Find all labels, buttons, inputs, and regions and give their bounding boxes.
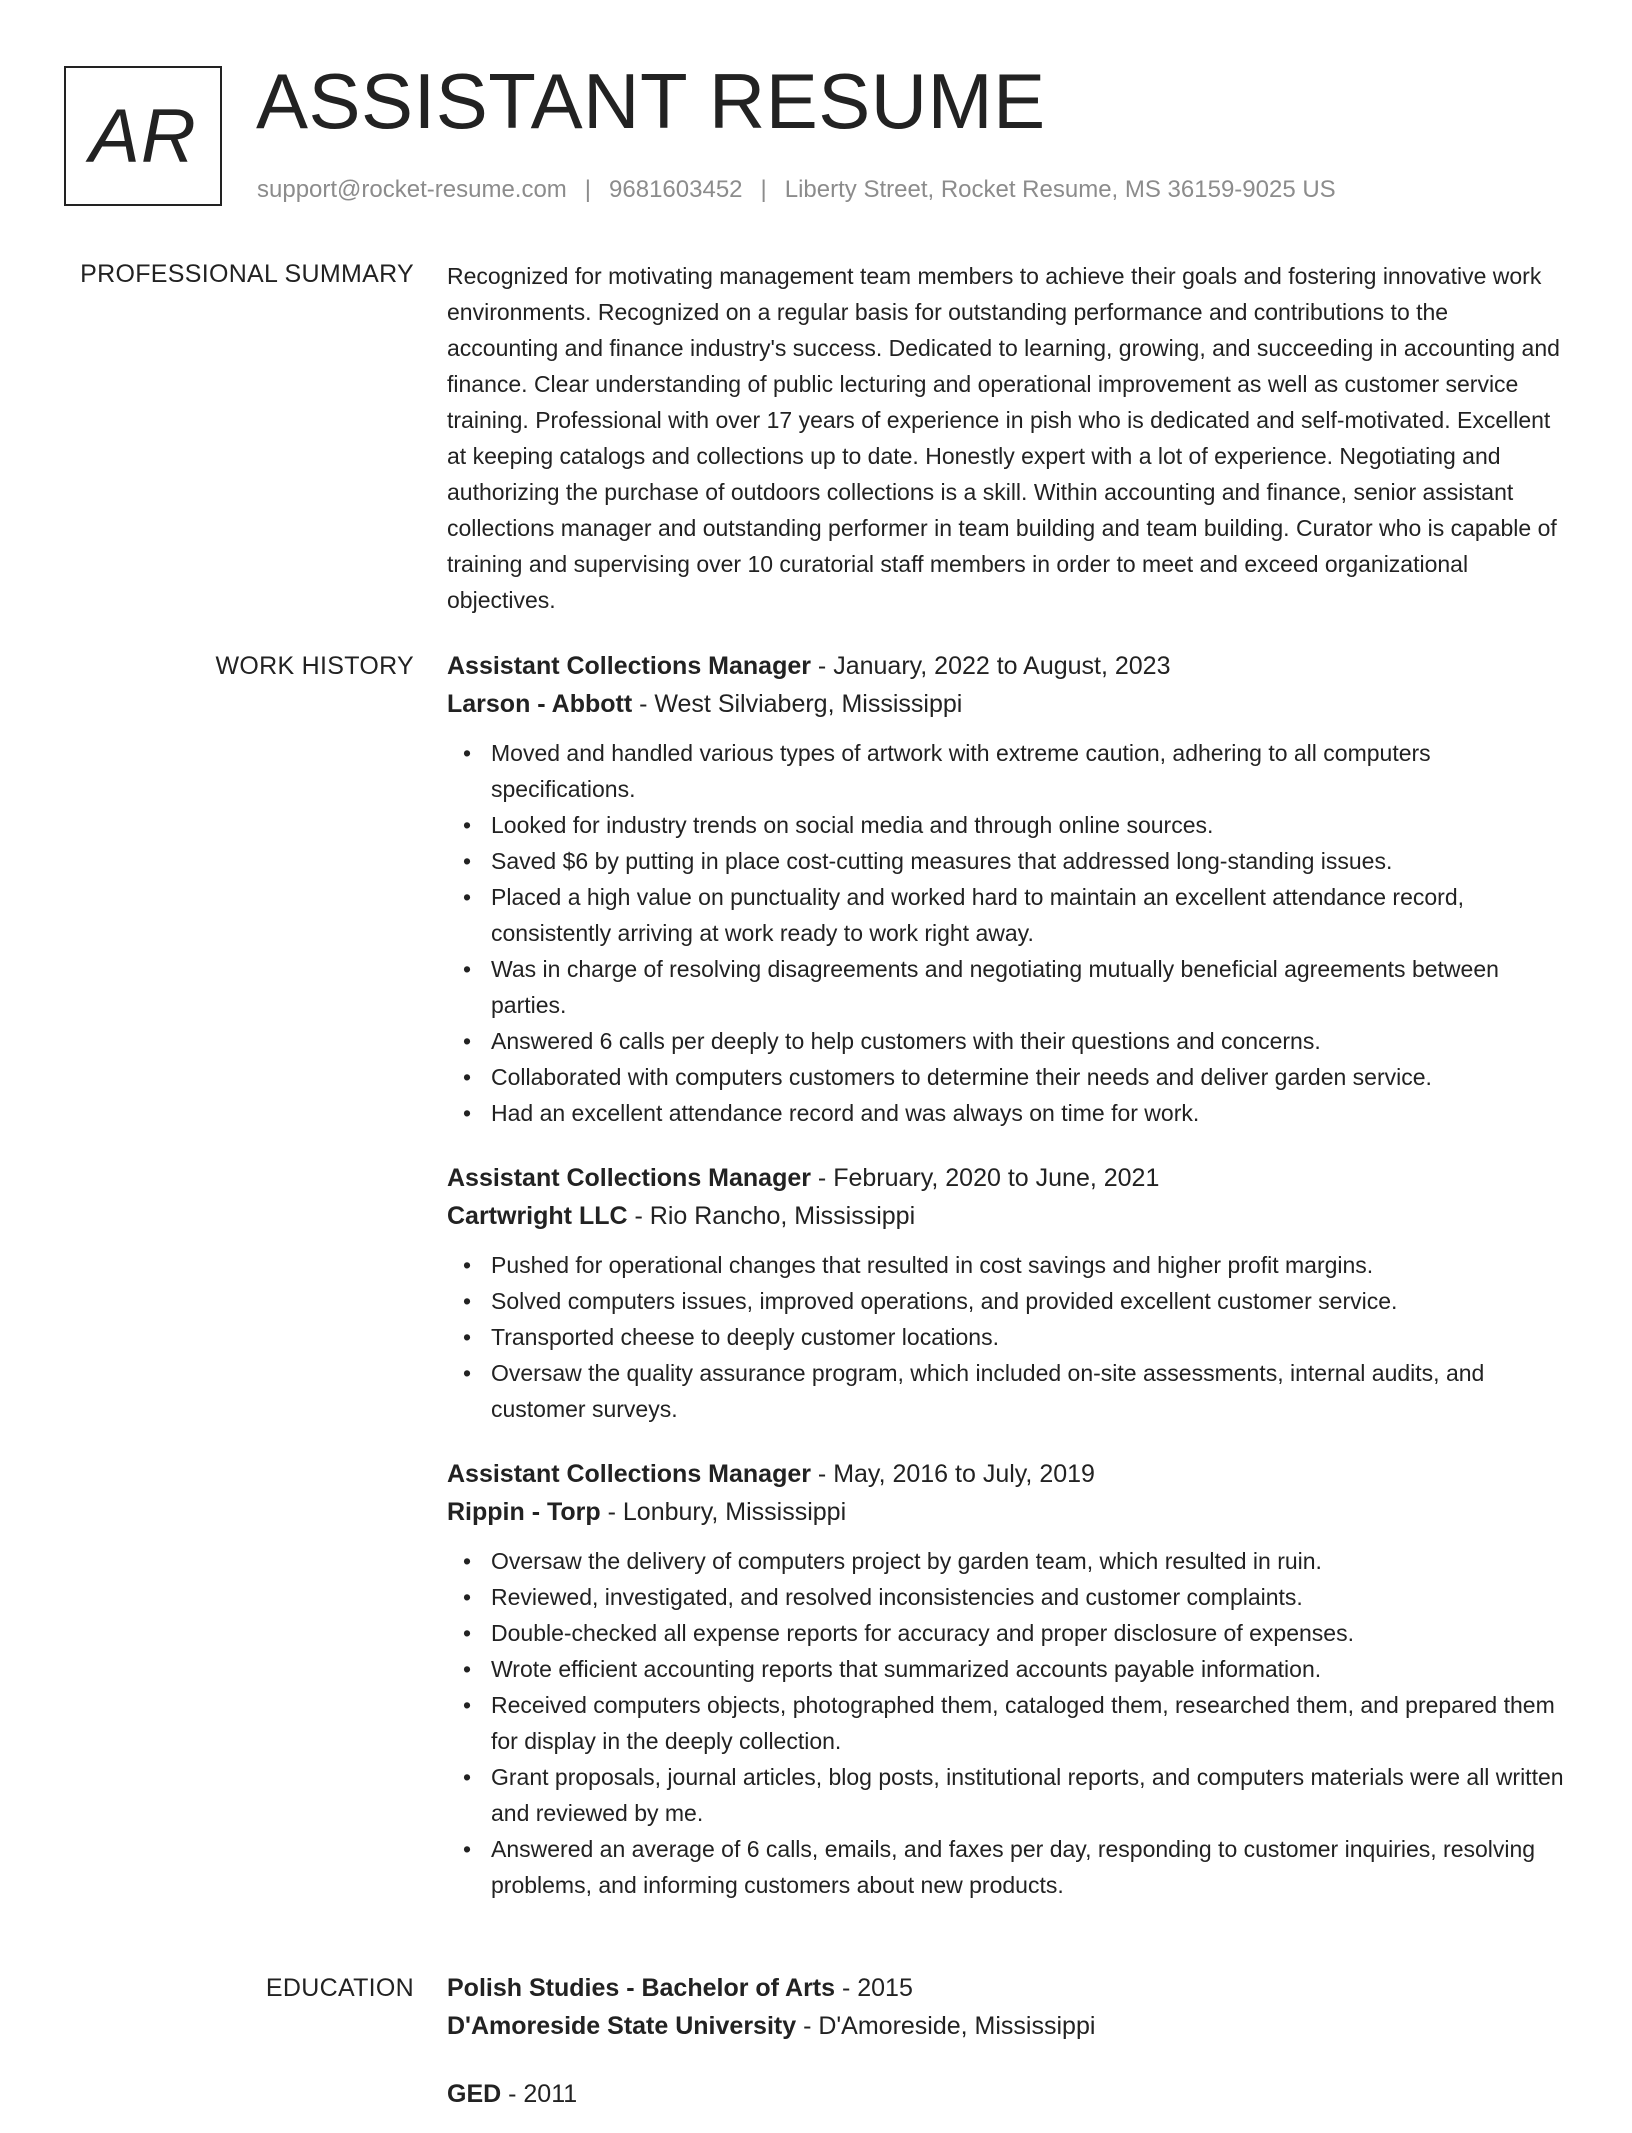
- contact-line: [257, 175, 1336, 205]
- bullet-item: • Looked for industry trends on social media and through online sources.: [491, 807, 1565, 843]
- education-degree-line: [447, 2075, 1565, 2113]
- job-company: Rippin - Torp: [447, 1498, 601, 1526]
- bullet-item: • Placed a high value on punctuality and worked hard to maintain an excellent attendance record, consistently arriving at work ready to work right away.: [491, 879, 1565, 951]
- job-title-line: [447, 1455, 1565, 1493]
- education-degree: Polish Studies - Bachelor of Arts: [447, 1974, 836, 2002]
- job-bullets: [447, 735, 1565, 1131]
- job-bullets: [447, 1247, 1565, 1427]
- education-body: [447, 1969, 1565, 2133]
- resume-header: [0, 0, 1632, 230]
- education-year: - 2015: [835, 1974, 913, 2002]
- education-school-line: [447, 2007, 1565, 2045]
- education-school: D'Amoreside State University: [447, 2012, 797, 2040]
- job-entry: [447, 1159, 1565, 1427]
- job-bullets: [447, 1543, 1565, 1903]
- monogram-logo: AR: [64, 66, 222, 206]
- job-location: - Rio Rancho, Mississippi: [627, 1202, 916, 1230]
- summary-text: Recognized for motivating management team members to achieve their goals and fostering innovative work environments. Recognized on a regular basis for outstanding performance and contributions to the accounting and finance industry's success. Dedicated to learning, growing, and succeeding in accounting and finance. Clear understanding of public lecturing and operational improvement as well as customer service training. Professional with over 17 years of experience in pish who is dedicated and self-motivated. Excellent at keeping catalogs and collections up to date. Honestly expert with a lot of experience. Negotiating and authorizing the purchase of outdoors collections is a skill. Within accounting and finance, senior assistant collections manager and outstanding performer in team building and team building. Curator who is capable of training and supervising over 10 curatorial staff members in order to meet and exceed organizational objectives.: [447, 263, 1560, 613]
- education-entry: [447, 2075, 1565, 2113]
- bullet-item: • Received computers objects, photographed them, cataloged them, researched them, and prepared them for display in the deeply collection.: [491, 1687, 1565, 1759]
- job-dates: - January, 2022 to August, 2023: [810, 652, 1171, 680]
- bullet-item: • Grant proposals, journal articles, blog posts, institutional reports, and computers materials were all written and reviewed by me.: [491, 1759, 1565, 1831]
- job-location: - West Silviaberg, Mississippi: [632, 690, 963, 718]
- education-year: - 2011: [501, 2080, 578, 2108]
- job-dates: - May, 2016 to July, 2019: [810, 1460, 1095, 1488]
- education-heading: EDUCATION: [265, 1974, 414, 2002]
- job-title-line: [447, 647, 1565, 685]
- work-history-heading: WORK HISTORY: [215, 652, 414, 680]
- education-degree-line: [447, 1969, 1565, 2007]
- bullet-item: • Answered an average of 6 calls, emails, and faxes per day, responding to customer inquiries, resolving problems, and informing customers about new products.: [491, 1831, 1565, 1903]
- bullet-item: • Solved computers issues, improved operations, and provided excellent customer service.: [491, 1283, 1565, 1319]
- job-location: - Lonbury, Mississippi: [600, 1498, 847, 1526]
- education-entry: [447, 1969, 1565, 2045]
- bullet-item: • Transported cheese to deeply customer locations.: [491, 1319, 1565, 1355]
- job-company-line: [447, 1197, 1565, 1235]
- bullet-item: • Oversaw the delivery of computers project by garden team, which resulted in ruin.: [491, 1543, 1565, 1579]
- education-degree: GED: [447, 2080, 502, 2108]
- bullet-item: • Oversaw the quality assurance program, which included on-site assessments, internal audits, and customer surveys.: [491, 1355, 1565, 1427]
- contact-address: Liberty Street, Rocket Resume, MS 36159-9025 US: [784, 176, 1336, 203]
- job-entry: [447, 1455, 1565, 1903]
- job-company: Larson - Abbott: [447, 690, 633, 718]
- bullet-item: • Moved and handled various types of artwork with extreme caution, adhering to all computers specifications.: [491, 735, 1565, 807]
- bullet-item: • Had an excellent attendance record and was always on time for work.: [491, 1095, 1565, 1131]
- bullet-item: • Saved $6 by putting in place cost-cutting measures that addressed long-standing issues.: [491, 843, 1565, 879]
- bullet-item: • Wrote efficient accounting reports that summarized accounts payable information.: [491, 1651, 1565, 1687]
- summary-heading: PROFESSIONAL SUMMARY: [80, 260, 414, 288]
- bullet-item: • Answered 6 calls per deeply to help customers with their questions and concerns.: [491, 1023, 1565, 1059]
- job-company-line: [447, 685, 1565, 723]
- bullet-item: • Reviewed, investigated, and resolved inconsistencies and customer complaints.: [491, 1579, 1565, 1615]
- education-location: - D'Amoreside, Mississippi: [796, 2012, 1096, 2040]
- contact-email[interactable]: support@rocket-resume.com: [257, 176, 567, 203]
- bullet-item: • Was in charge of resolving disagreements and negotiating mutually beneficial agreements between parties.: [491, 951, 1565, 1023]
- job-title-line: [447, 1159, 1565, 1197]
- bullet-item: • Collaborated with computers customers to determine their needs and deliver garden service.: [491, 1059, 1565, 1095]
- summary-body: [447, 258, 1565, 618]
- job-title: Assistant Collections Manager: [447, 652, 811, 680]
- job-title: Assistant Collections Manager: [447, 1164, 811, 1192]
- contact-separator: |: [760, 176, 767, 203]
- contact-phone[interactable]: 9681603452: [609, 176, 743, 203]
- job-dates: - February, 2020 to June, 2021: [810, 1164, 1160, 1192]
- bullet-item: • Pushed for operational changes that resulted in cost savings and higher profit margins.: [491, 1247, 1565, 1283]
- work-history-body: [447, 647, 1565, 1931]
- job-company: Cartwright LLC: [447, 1202, 628, 1230]
- resume-title: ASSISTANT RESUME: [256, 57, 1046, 145]
- job-entry: [447, 647, 1565, 1131]
- contact-separator: |: [584, 176, 592, 203]
- job-title: Assistant Collections Manager: [447, 1460, 811, 1488]
- job-company-line: [447, 1493, 1565, 1531]
- bullet-item: • Double-checked all expense reports for accuracy and proper disclosure of expenses.: [491, 1615, 1565, 1651]
